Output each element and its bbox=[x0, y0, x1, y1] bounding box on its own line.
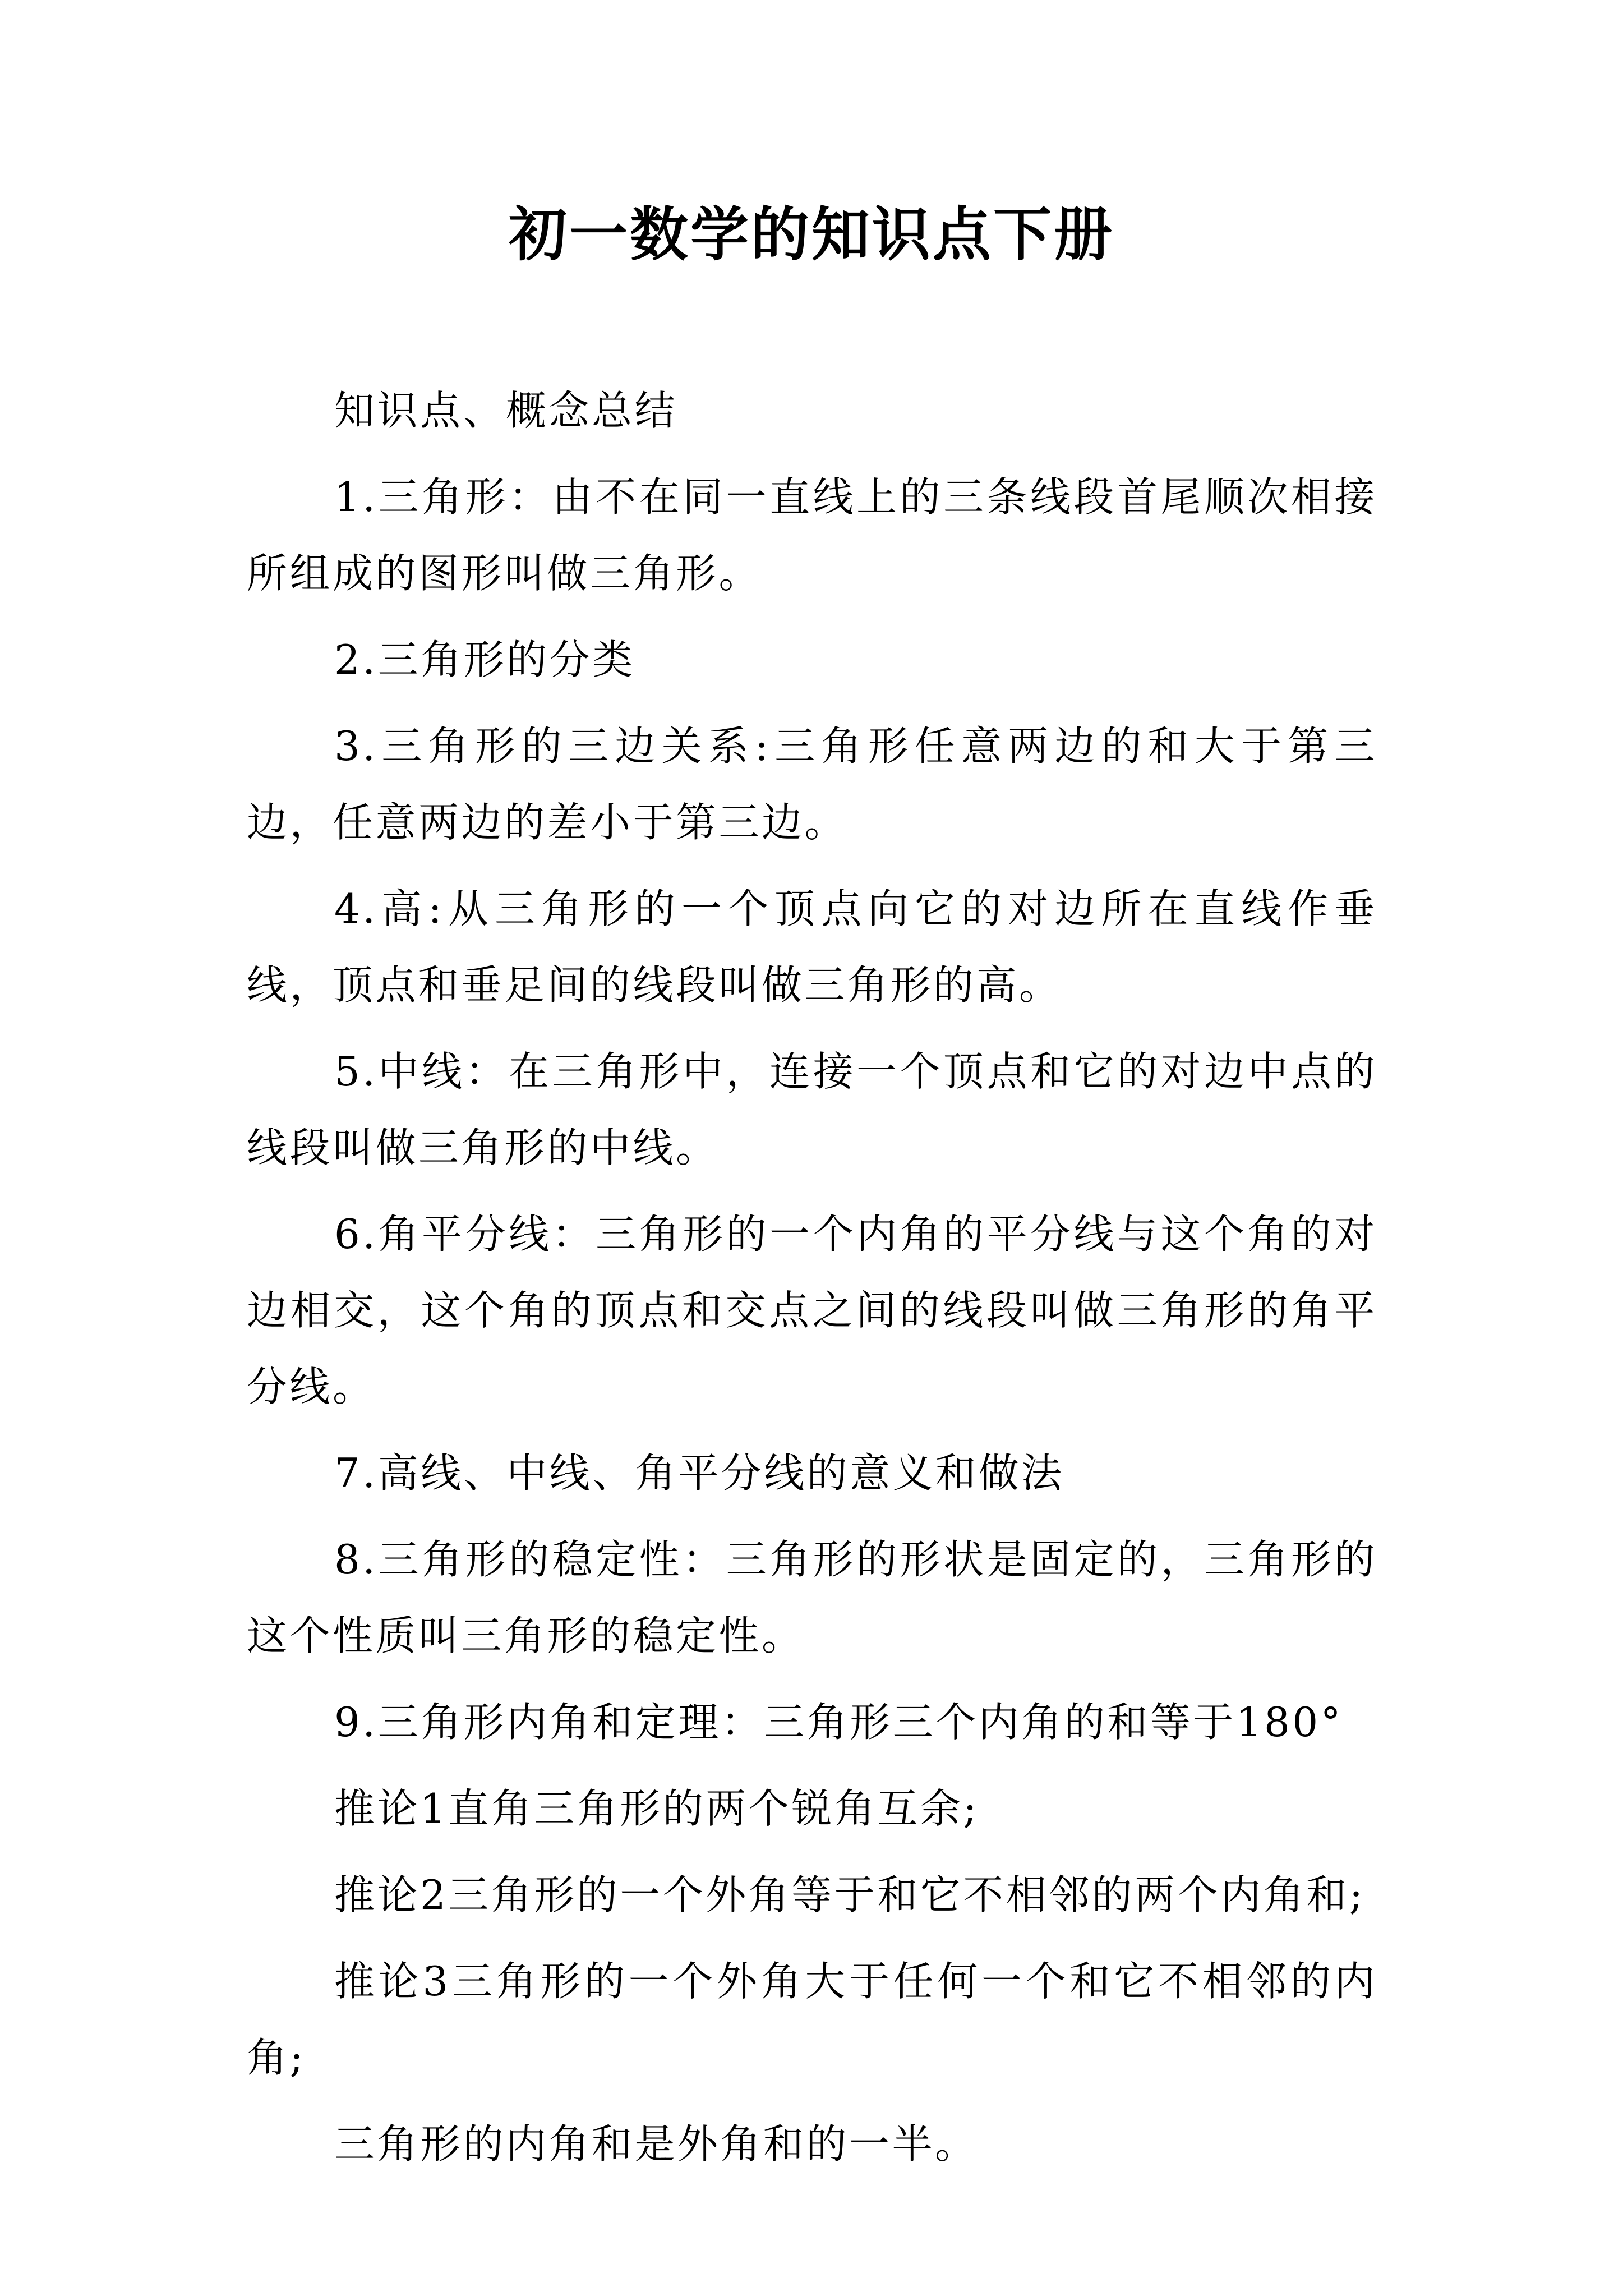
paragraph-interior-exterior: 三角形的内角和是外角和的一半。 bbox=[334, 2120, 978, 2168]
paragraph-heading: 知识点、概念总结 bbox=[334, 387, 678, 434]
paragraph-altitude: 4.高:从三角形的一个顶点向它的对边所在直线作垂线，顶点和垂足间的线段叫做三角形的高。 bbox=[247, 885, 1377, 1009]
paragraph-corollary-1: 推论1直角三角形的两个锐角互余; bbox=[334, 1785, 980, 1832]
paragraph-triangle-definition: 1.三角形：由不在同一直线上的三条线段首尾顺次相接所组成的图形叫做三角形。 bbox=[247, 473, 1377, 597]
paragraph-side-relation: 3.三角形的三边关系:三角形任意两边的和大于第三边，任意两边的差小于第三边。 bbox=[247, 723, 1377, 846]
paragraph-triangle-classification: 2.三角形的分类 bbox=[334, 636, 635, 683]
paragraph-median: 5.中线：在三角形中，连接一个顶点和它的对边中点的线段叫做三角形的中线。 bbox=[247, 1048, 1377, 1171]
paragraph-angle-sum-theorem: 9.三角形内角和定理：三角形三个内角的和等于180° bbox=[334, 1699, 1344, 1746]
document-body bbox=[247, 372, 1377, 2192]
paragraph-corollary-2: 推论2三角形的一个外角等于和它不相邻的两个内角和; bbox=[334, 1871, 1366, 1918]
paragraph-corollary-3: 推论3三角形的一个外角大于任何一个和它不相邻的内角; bbox=[247, 1958, 1377, 2081]
paragraph-stability: 8.三角形的稳定性：三角形的形状是固定的，三角形的这个性质叫三角形的稳定性。 bbox=[247, 1536, 1377, 1659]
document-title: 初一数学的知识点下册 bbox=[508, 200, 1114, 269]
paragraph-angle-bisector: 6.角平分线：三角形的一个内角的平分线与这个角的对边相交，这个角的顶点和交点之间的线段叫做三角形的角平分线。 bbox=[247, 1211, 1377, 1410]
paragraph-line-meanings: 7.高线、中线、角平分线的意义和做法 bbox=[334, 1450, 1064, 1497]
